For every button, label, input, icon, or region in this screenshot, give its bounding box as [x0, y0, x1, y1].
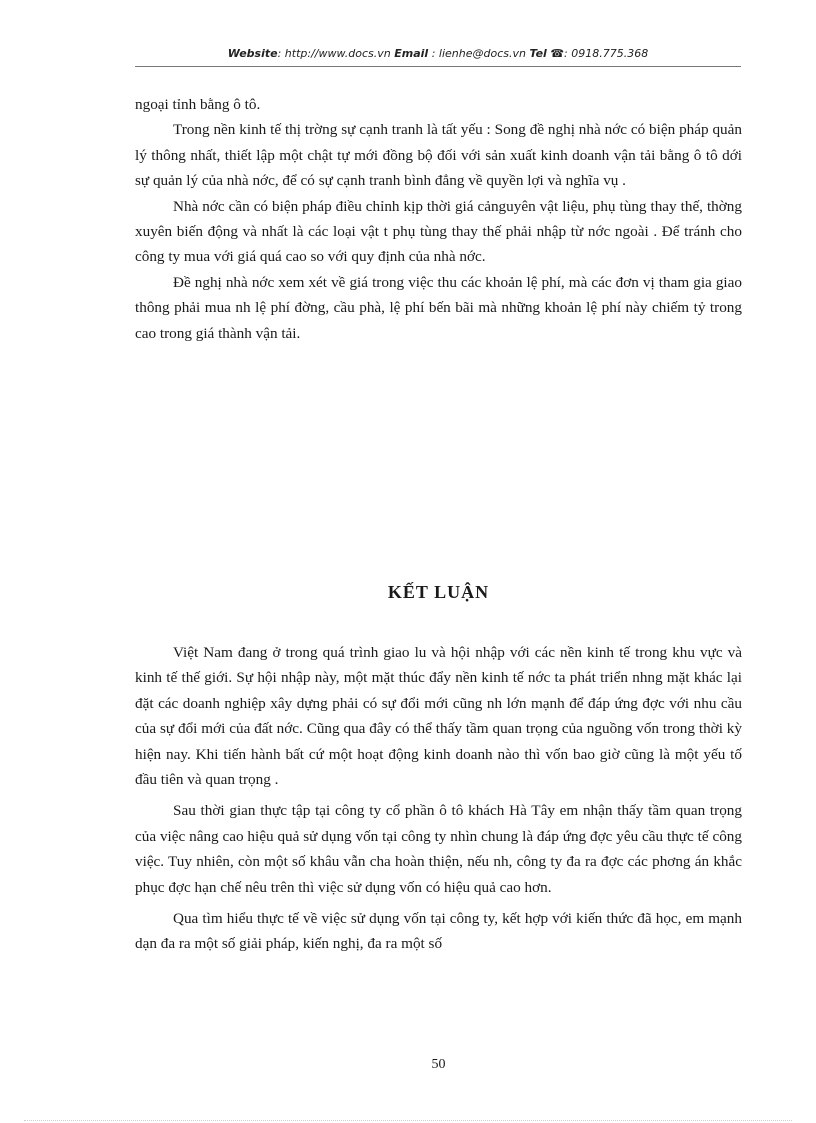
- paragraph: Đề nghị nhà nớc xem xét về giá trong việc thu các khoản lệ phí, mà các đơn vị tham gia giao thông phải mua nh lệ phí đờng, cầu phà, lệ phí bến bãi mà những khoản lệ phí này chiếm tỷ trong cao trong giá thành vận tải.: [135, 273, 742, 342]
- website-label: Website: [227, 47, 278, 60]
- section-heading: KẾT LUẬN: [387, 582, 490, 602]
- paragraph: ngoại tỉnh bằng ô tô.: [135, 96, 261, 113]
- paragraph: Việt Nam đang ở trong quá trình giao lu và hội nhập với các nền kinh tế trong khu vực và kinh tế thế giới. Sự hội nhập này, một mặt thúc đẩy nền kinh tế nớc ta phát triển nhng mặt khác lại đặt các doanh nghiệp xây dựng phải có sự đổi mới cũng nh lớn mạnh để đáp ứng đợc với nhu cầu của sự đổi mới của đất nớc. Cũng qua đây có thể thấy tầm quan trọng của nguồng vốn trong thời kỳ hiện nay. Khi tiến hành bất cứ một hoạt động kinh doanh nào thì vốn bao giờ cũng là một yếu tố đầu tiên và quan trọng .: [135, 644, 742, 789]
- page-number: 50: [431, 1057, 446, 1072]
- phone-icon: ☎: [550, 47, 565, 60]
- email-value: : lienhe@docs.vn: [431, 47, 526, 60]
- paragraph: Qua tìm hiểu thực tế về việc sử dụng vốn tại công ty, kết hợp với kiến thức đã học, em mạnh dạn đa ra một số giải pháp, kiến nghị, đa ra một số: [135, 910, 742, 953]
- paragraph: Nhà nớc cần có biện pháp điều chỉnh kịp thời giá cảnguyên vật liệu, phụ tùng thay thế, thờng xuyên biến động và nhất là các loại vật t phụ tùng thay thế phải nhập từ nớc ngoài . Để tránh cho công ty mua với giá quá cao so với quy định của nhà nớc.: [135, 197, 742, 266]
- tel-label: Tel: [529, 47, 547, 60]
- email-label: Email: [394, 47, 429, 60]
- page-header: [135, 47, 741, 60]
- page-bottom-border: [24, 1120, 792, 1121]
- website-value: : http://www.docs.vn: [277, 47, 391, 60]
- paragraph: Trong nền kinh tế thị trờng sự cạnh tranh là tất yếu : Song đề nghị nhà nớc có biện pháp quản lý thông nhất, thiết lập một chật tự mới đồng bộ đối với sản xuất kinh doanh vận tải bằng ô tô dới sự quản lý của nhà nớc, để có sự cạnh tranh bình đẳng về quyền lợi và nghĩa vụ .: [135, 121, 742, 190]
- header-divider: [135, 66, 741, 67]
- body-text-bottom: [135, 640, 742, 957]
- body-text-top: [135, 92, 742, 346]
- paragraph: Sau thời gian thực tập tại công ty cổ phần ô tô khách Hà Tây em nhận thấy tầm quan trọng của việc nâng cao hiệu quả sử dụng vốn tại công ty nhìn chung là đáp ứng đợc yêu cầu thực tế công việc. Tuy nhiên, còn một số khâu vẫn cha hoàn thiện, nếu nh, công ty đa ra đợc các phơng án khắc phục đợc hạn chế nêu trên thì việc sử dụng vốn có hiệu quả cao hơn.: [135, 802, 742, 896]
- tel-value: : 0918.775.368: [564, 47, 649, 60]
